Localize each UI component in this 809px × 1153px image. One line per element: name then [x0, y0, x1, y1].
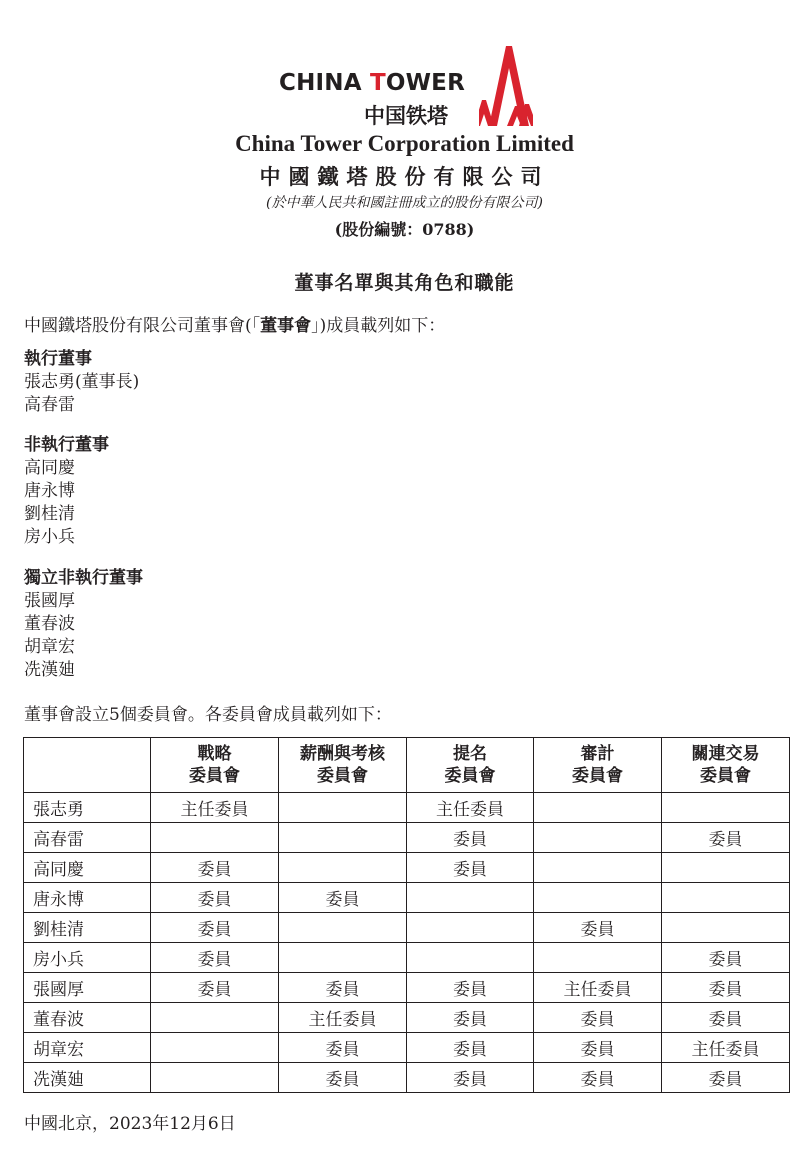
director-name: 胡章宏 — [24, 637, 75, 657]
membership-cell: 委員 — [662, 943, 790, 973]
header-blank — [24, 738, 151, 793]
incorporation-note: (於中華人民共和國註冊成立的股份有限公司) — [266, 195, 543, 211]
director-name-cell: 張國厚 — [24, 973, 151, 1003]
director-name: 冼漢廸 — [24, 660, 75, 680]
header-connected-transactions-committee — [662, 738, 790, 793]
director-name-cell: 董春波 — [24, 1003, 151, 1033]
director-name: 房小兵 — [24, 527, 75, 547]
membership-cell — [151, 1033, 279, 1063]
membership-cell: 委員 — [279, 1063, 407, 1093]
membership-cell: 主任委員 — [279, 1003, 407, 1033]
header-line: 提名 — [453, 744, 487, 764]
header-audit-committee — [534, 738, 662, 793]
logo-wordmark — [279, 70, 465, 96]
document-title: 董事名單與其角色和職能 — [294, 272, 515, 294]
membership-cell — [279, 943, 407, 973]
director-name-cell: 高同慶 — [24, 853, 151, 883]
membership-cell — [534, 823, 662, 853]
section-independent-directors — [24, 567, 143, 682]
director-name-cell: 劉桂清 — [24, 913, 151, 943]
table-row — [24, 793, 790, 823]
membership-cell — [407, 943, 534, 973]
header-line: 委員會 — [700, 766, 751, 786]
membership-cell: 委員 — [279, 883, 407, 913]
logo-text-red: T — [369, 70, 386, 96]
logo-text-part: OWER — [385, 70, 465, 96]
header-line: 委員會 — [444, 766, 496, 786]
header-line: 薪酬與考核 — [300, 744, 385, 764]
director-name-cell: 高春雷 — [24, 823, 151, 853]
membership-cell: 主任委員 — [662, 1033, 790, 1063]
membership-cell: 主任委員 — [407, 793, 534, 823]
director-name: 高春雷 — [24, 395, 75, 415]
table-body — [24, 793, 790, 1093]
table-row — [24, 973, 790, 1003]
membership-cell — [279, 913, 407, 943]
membership-cell — [151, 1003, 279, 1033]
board-intro — [24, 311, 445, 336]
section-heading: 非執行董事 — [24, 435, 109, 455]
committee-intro: 董事會設立5個委員會。各委員會成員載列如下： — [24, 705, 392, 725]
membership-cell — [407, 913, 534, 943]
membership-cell: 委員 — [407, 1003, 534, 1033]
membership-cell: 委員 — [662, 1063, 790, 1093]
intro-bold-term: 董事會 — [260, 316, 312, 336]
company-name-cn: 中國鐵塔股份有限公司 — [259, 165, 550, 189]
membership-cell — [534, 853, 662, 883]
header-nomination-committee — [407, 738, 534, 793]
membership-cell — [662, 853, 790, 883]
director-name-cell: 房小兵 — [24, 943, 151, 973]
membership-cell: 委員 — [279, 1033, 407, 1063]
membership-cell — [279, 793, 407, 823]
director-name: 劉桂清 — [24, 504, 75, 524]
membership-cell: 委員 — [151, 913, 279, 943]
membership-cell — [662, 883, 790, 913]
membership-cell — [151, 823, 279, 853]
director-name-cell: 唐永博 — [24, 883, 151, 913]
header-line: 委員會 — [189, 766, 240, 786]
intro-text: 」)成員載列如下： — [311, 316, 446, 336]
table-row — [24, 1033, 790, 1063]
membership-cell: 委員 — [407, 853, 534, 883]
membership-cell: 委員 — [407, 973, 534, 1003]
table-row — [24, 913, 790, 943]
company-name-en: China Tower Corporation Limited — [235, 131, 574, 156]
tower-mark-icon — [479, 46, 533, 126]
table-row — [24, 853, 790, 883]
membership-cell: 委員 — [151, 853, 279, 883]
membership-cell — [151, 1063, 279, 1093]
director-name: 董春波 — [24, 614, 75, 634]
membership-cell: 委員 — [534, 1033, 662, 1063]
director-name: 張志勇(董事長) — [24, 372, 140, 392]
director-name-cell: 張志勇 — [24, 793, 151, 823]
membership-cell: 委員 — [407, 1033, 534, 1063]
membership-cell — [534, 883, 662, 913]
table-header — [24, 738, 790, 793]
intro-text: 中國鐵塔股份有限公司董事會(「 — [24, 316, 261, 336]
stock-code: (股份編號：0788) — [334, 220, 475, 239]
membership-cell — [534, 943, 662, 973]
director-name: 張國厚 — [24, 591, 75, 611]
membership-cell — [279, 823, 407, 853]
table-row — [24, 943, 790, 973]
membership-cell — [534, 793, 662, 823]
membership-cell: 委員 — [662, 1003, 790, 1033]
membership-cell — [662, 793, 790, 823]
header-line: 委員會 — [317, 766, 368, 786]
table-row — [24, 1003, 790, 1033]
membership-cell: 委員 — [662, 973, 790, 1003]
director-name: 唐永博 — [24, 481, 75, 501]
membership-cell: 委員 — [662, 823, 790, 853]
section-heading: 獨立非執行董事 — [24, 568, 143, 588]
membership-cell: 委員 — [407, 823, 534, 853]
logo-wordmark-cn: 中国铁塔 — [364, 104, 448, 128]
table-row — [24, 823, 790, 853]
membership-cell: 委員 — [534, 913, 662, 943]
logo-text-part: CHINA — [279, 70, 370, 96]
section-non-executive-directors — [24, 434, 109, 549]
header-line: 委員會 — [572, 766, 623, 786]
header-strategy-committee — [151, 738, 279, 793]
header-line: 關連交易 — [691, 744, 760, 764]
table-row — [24, 1063, 790, 1093]
membership-cell: 委員 — [534, 1003, 662, 1033]
director-name-cell: 冼漢廸 — [24, 1063, 151, 1093]
section-heading: 執行董事 — [24, 349, 92, 369]
membership-cell: 主任委員 — [534, 973, 662, 1003]
membership-cell — [279, 853, 407, 883]
header-remuneration-committee — [279, 738, 407, 793]
membership-cell: 委員 — [279, 973, 407, 1003]
membership-cell — [407, 883, 534, 913]
table-header-row — [24, 738, 790, 793]
committee-membership-table — [23, 737, 790, 1093]
membership-cell: 委員 — [151, 973, 279, 1003]
director-name-cell: 胡章宏 — [24, 1033, 151, 1063]
director-name: 高同慶 — [24, 458, 75, 478]
table-row — [24, 883, 790, 913]
section-executive-directors — [24, 348, 139, 417]
membership-cell: 委員 — [407, 1063, 534, 1093]
header-line: 戰略 — [197, 744, 232, 764]
membership-cell: 主任委員 — [151, 793, 279, 823]
membership-cell: 委員 — [151, 883, 279, 913]
membership-cell — [662, 913, 790, 943]
date-location: 中國北京，2023年12月6日 — [24, 1114, 236, 1134]
header-line: 審計 — [580, 744, 615, 764]
company-logo — [279, 44, 539, 128]
membership-cell: 委員 — [534, 1063, 662, 1093]
membership-cell: 委員 — [151, 943, 279, 973]
